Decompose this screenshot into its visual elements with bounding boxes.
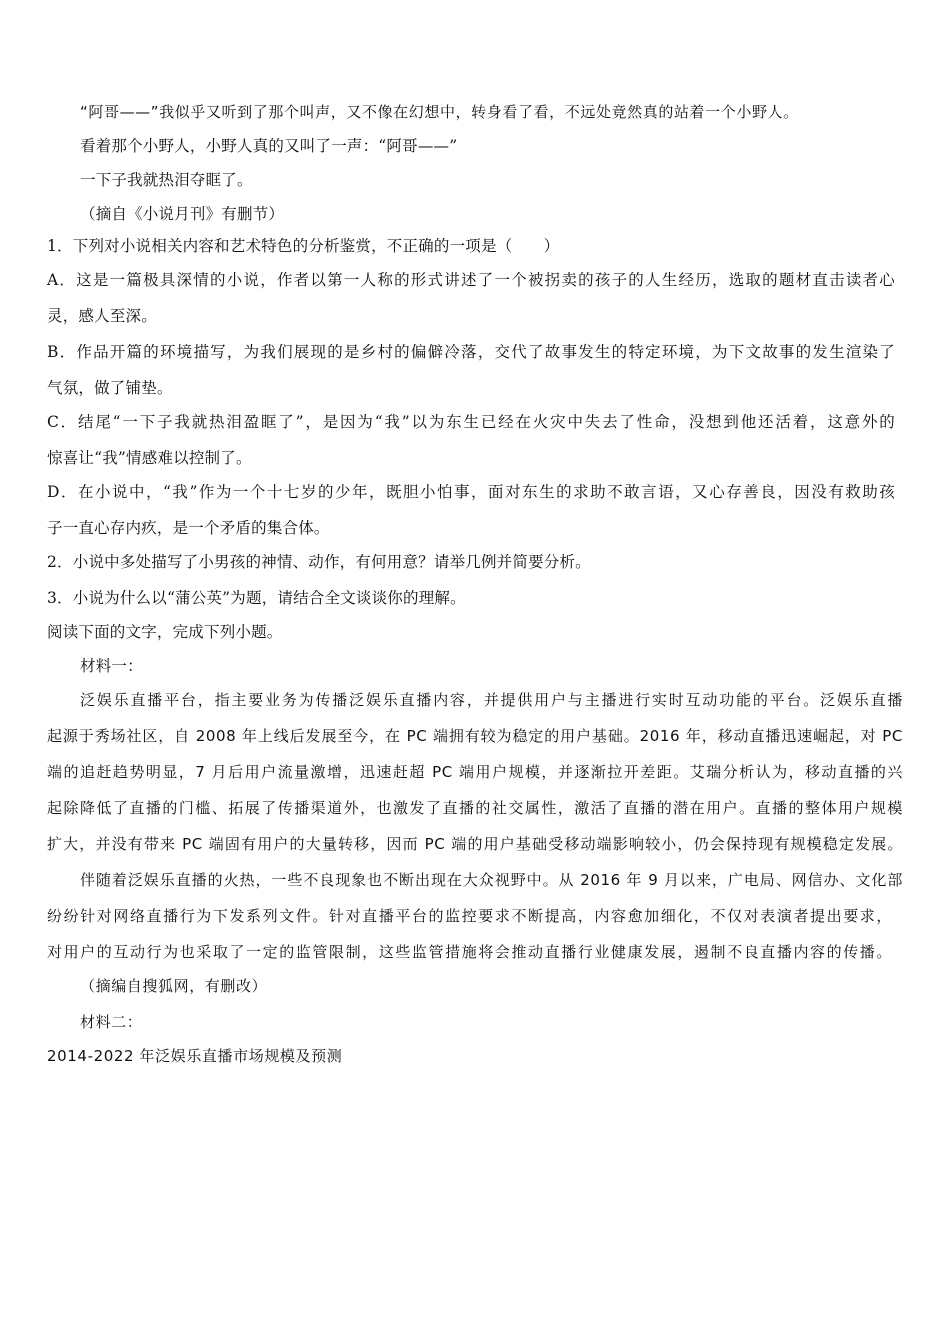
material-1-para-1-line-5: 扩大，并没有带来 PC 端固有用户的大量转移，因而 PC 端的用户基础受移动端影响较小，仍会保持现有规模稳定发展。 <box>47 835 903 853</box>
material-2-label: 材料二： <box>80 1013 143 1031</box>
material-1-label: 材料一： <box>80 657 143 675</box>
material-2-caption: 2014-2022 年泛娱乐直播市场规模及预测 <box>47 1047 343 1065</box>
material-1-source: （摘编自搜狐网，有删改） <box>80 977 268 995</box>
material-1-para-1-line-3: 端的追赶趋势明显，7 月后用户流量激增，迅速赶超 PC 端用户规模，并逐渐拉开差距。艾瑞分析认为，移动直播的兴 <box>47 763 903 781</box>
option-d-line-2: 子一直心存内疚，是一个矛盾的集合体。 <box>47 519 330 537</box>
option-c-line-2: 惊喜让“我”情感难以控制了。 <box>47 449 252 467</box>
material-1-para-1-line-4: 起除降低了直播的门槛、拓展了传播渠道外，也激发了直播的社交属性，激活了直播的潜在用户。直播的整体用户规模 <box>47 799 903 817</box>
material-1-para-1-line-1: 泛娱乐直播平台，指主要业务为传播泛娱乐直播内容，并提供用户与主播进行实时互动功能的平台。泛娱乐直播 <box>80 691 903 709</box>
material-1-para-1-line-2: 起源于秀场社区，自 2008 年上线后发展至今，在 PC 端拥有较为稳定的用户基础。2016 年，移动直播迅速崛起，对 PC <box>47 727 903 745</box>
question-1-stem: 1．下列对小说相关内容和艺术特色的分析鉴赏，不正确的一项是（ ） <box>47 237 560 255</box>
material-1-para-2-line-3: 对用户的互动行为也采取了一定的监管限制，这些监管措施将会推动直播行业健康发展，遏制不良直播内容的传播。 <box>47 943 892 961</box>
question-3: 3．小说为什么以“蒲公英”为题，请结合全文谈谈你的理解。 <box>47 589 466 607</box>
material-1-para-2-line-2: 纷纷针对网络直播行为下发系列文件。针对直播平台的监控要求不断提高，内容愈加细化，不仅对表演者提出要求， <box>47 907 892 925</box>
story-paragraph-3: 一下子我就热泪夺眶了。 <box>80 171 253 189</box>
question-2: 2．小说中多处描写了小男孩的神情、动作，有何用意？请举几例并简要分析。 <box>47 553 591 571</box>
option-c-line-1: C．结尾“一下子我就热泪盈眶了”，是因为“我”以为东生已经在火灾中失去了性命，没想到他还活着，这意外的 <box>47 413 895 431</box>
option-a-line-2: 灵，感人至深。 <box>47 307 157 325</box>
reading-intro: 阅读下面的文字，完成下列小题。 <box>47 623 283 641</box>
story-paragraph-1: “阿哥——”我似乎又听到了那个叫声，又不像在幻想中，转身看了看，不远处竟然真的站着一个小野人。 <box>80 103 799 121</box>
option-a-line-1: A．这是一篇极具深情的小说，作者以第一人称的形式讲述了一个被拐卖的孩子的人生经历，选取的题材直击读者心 <box>47 271 895 289</box>
story-source: （摘自《小说月刊》有删节） <box>80 205 285 223</box>
option-d-line-1: D．在小说中，“我”作为一个十七岁的少年，既胆小怕事，面对东生的求助不敢言语，又心存善良，因没有救助孩 <box>47 483 895 501</box>
option-b-line-2: 气氛，做了铺垫。 <box>47 379 173 397</box>
option-b-line-1: B．作品开篇的环境描写，为我们展现的是乡村的偏僻冷落，交代了故事发生的特定环境，为下文故事的发生渲染了 <box>47 343 895 361</box>
story-paragraph-2: 看着那个小野人，小野人真的又叫了一声：“阿哥——” <box>80 137 458 155</box>
material-1-para-2-line-1: 伴随着泛娱乐直播的火热，一些不良现象也不断出现在大众视野中。从 2016 年 9 月以来，广电局、网信办、文化部 <box>80 871 903 889</box>
